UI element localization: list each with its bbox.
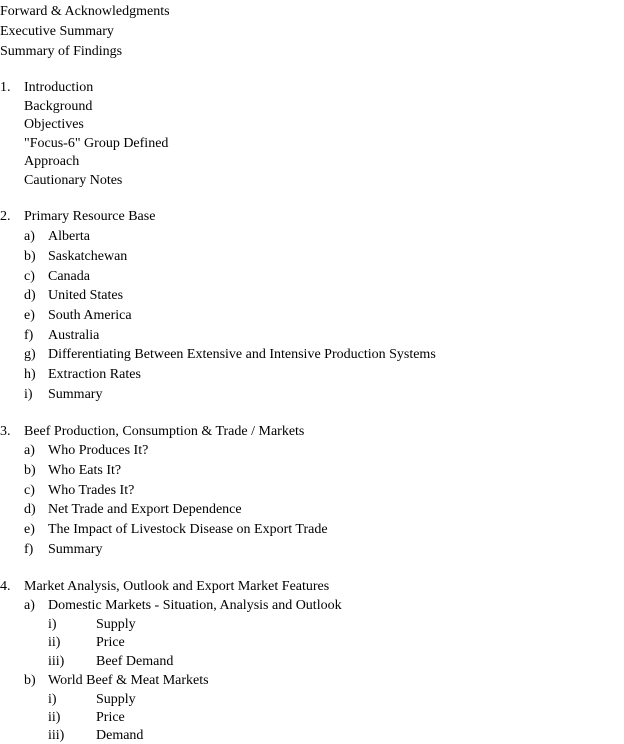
item-marker: b) (24, 249, 36, 264)
item-marker: a) (24, 443, 35, 458)
subitem-label: Beef Demand (96, 654, 174, 669)
item-marker: a) (24, 598, 35, 613)
item-marker: d) (24, 502, 36, 517)
item-marker: a) (24, 229, 35, 244)
item-label: Who Eats It? (48, 463, 122, 478)
front-matter-item: Executive Summary (0, 24, 114, 39)
section-number: 4. (0, 579, 11, 594)
item-label: Saskatchewan (48, 249, 128, 264)
item-label: Who Trades It? (48, 483, 135, 498)
item-label: Differentiating Between Extensive and Intensive Production Systems (48, 347, 436, 362)
item-marker: c) (24, 269, 35, 284)
item-label: Who Produces It? (48, 443, 149, 458)
item-marker: e) (24, 522, 35, 537)
item-marker: b) (24, 673, 36, 688)
item-label: The Impact of Livestock Disease on Export Trade (48, 522, 328, 537)
subitem-label: Price (96, 710, 125, 725)
section-title: Introduction (24, 80, 94, 95)
section-title: Market Analysis, Outlook and Export Market Features (24, 579, 330, 594)
item-marker: h) (24, 367, 36, 382)
front-matter-item: Summary of Findings (0, 44, 123, 59)
item-marker: f) (24, 328, 34, 343)
item-marker: g) (24, 347, 36, 362)
subitem-label: Supply (96, 617, 136, 632)
item-label: Extraction Rates (48, 367, 141, 382)
item-label: Net Trade and Export Dependence (48, 502, 242, 517)
section-number: 3. (0, 424, 11, 439)
subitem-label: Price (96, 635, 125, 650)
item-label: South America (48, 308, 132, 323)
section-subitem: Approach (24, 154, 80, 169)
front-matter-item: Forward & Acknowledgments (0, 4, 170, 19)
section-subitem: Cautionary Notes (24, 173, 123, 188)
item-label: United States (48, 288, 124, 303)
item-marker: b) (24, 463, 36, 478)
subitem-marker: iii) (48, 728, 65, 743)
subitem-label: Demand (96, 728, 144, 743)
section-title: Beef Production, Consumption & Trade / Markets (24, 424, 305, 439)
item-label: Summary (48, 542, 103, 557)
section-subitem: Background (24, 99, 93, 114)
section-subitem: "Focus-6" Group Defined (24, 136, 169, 151)
subitem-marker: iii) (48, 654, 65, 669)
item-label: Australia (48, 328, 100, 343)
section-number: 2. (0, 209, 11, 224)
subitem-marker: i) (48, 617, 57, 632)
item-label: Alberta (48, 229, 90, 244)
item-marker: e) (24, 308, 35, 323)
section-title: Primary Resource Base (24, 209, 156, 224)
subitem-marker: ii) (48, 710, 61, 725)
item-label: World Beef & Meat Markets (48, 673, 209, 688)
item-marker: f) (24, 542, 34, 557)
section-number: 1. (0, 80, 11, 95)
item-label: Summary (48, 387, 103, 402)
subitem-label: Supply (96, 692, 136, 707)
item-label: Domestic Markets - Situation, Analysis and Outlook (48, 598, 342, 613)
subitem-marker: i) (48, 692, 57, 707)
subitem-marker: ii) (48, 635, 61, 650)
item-label: Canada (48, 269, 90, 284)
item-marker: c) (24, 483, 35, 498)
item-marker: i) (24, 387, 33, 402)
item-marker: d) (24, 288, 36, 303)
section-subitem: Objectives (24, 117, 84, 132)
